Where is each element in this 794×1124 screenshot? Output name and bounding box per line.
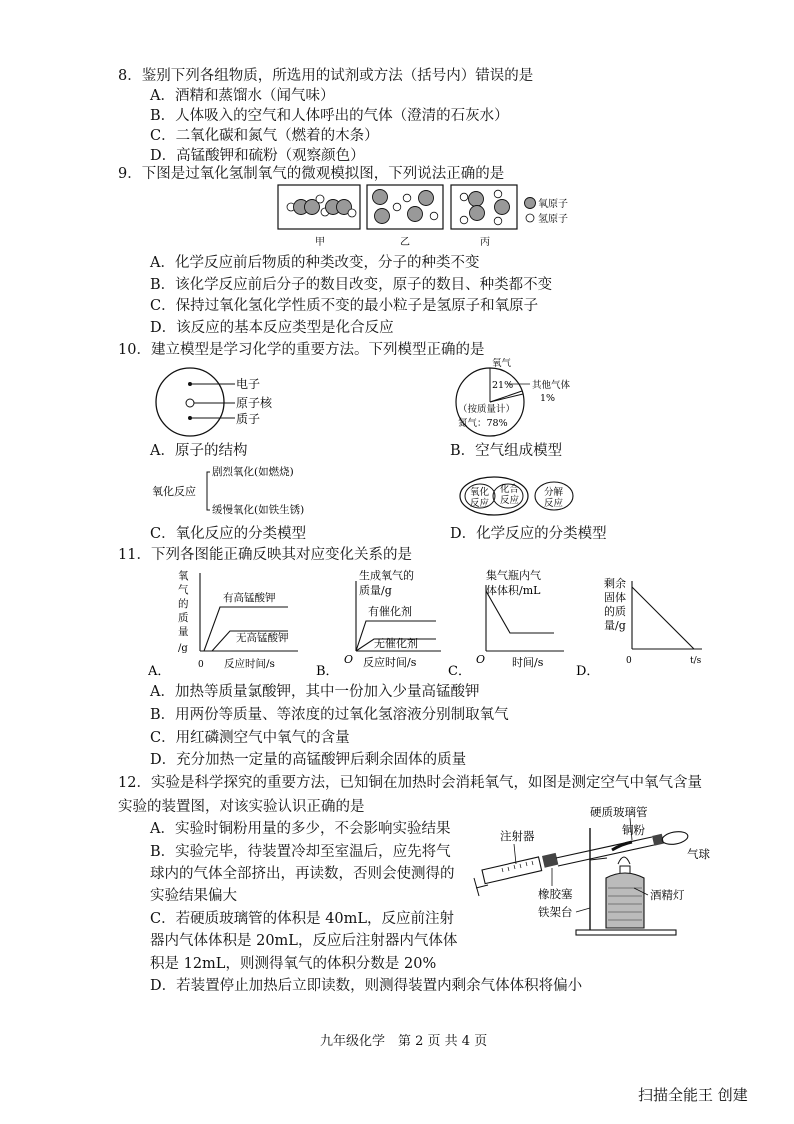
label-copper-powder: 铜粉 [622, 823, 645, 837]
pie-basis: （按质量计） [458, 404, 516, 415]
q11-graph-d [574, 565, 709, 680]
label-iron-stand: 铁架台 [538, 905, 573, 919]
q11-stem: 11．下列各图能正确反映其对应变化关系的是 [118, 547, 412, 563]
g4-ylabel-3: 的质 [604, 605, 626, 618]
g2-origin: O [344, 653, 354, 666]
oxidation-fast: 剧烈氧化(如燃烧) [212, 466, 294, 478]
q12-stem-2: 实验的装置图，对该实验认识正确的是 [118, 799, 365, 815]
reaction-oxidation-2: 反应 [470, 498, 490, 509]
legend-hydrogen-label: 氢原子 [538, 214, 568, 225]
q12-option-b-2: 球内的气体全部挤出，再读数，否则会使测得的 [150, 866, 455, 882]
label-balloon: 气球 [687, 847, 710, 861]
q10-air-pie [448, 358, 598, 448]
g1-ylabel-3: 的 [178, 598, 189, 610]
q9-molecule-diagram [270, 182, 590, 252]
reaction-decomposition: 分解 [544, 487, 564, 498]
panel-yi-label: 乙 [400, 237, 410, 248]
reaction-combination-2: 反应 [500, 495, 520, 506]
q11-option-b: B．用两份等质量、等浓度的过氧化氢溶液分别制取氧气 [150, 707, 509, 723]
q12-apparatus-diagram [472, 800, 722, 945]
pie-o2-label: 氧气 [492, 358, 512, 369]
q9-option-c: C．保持过氧化氢化学性质不变的最小粒子是氢原子和氧原子 [150, 298, 539, 314]
label-glass-tube: 硬质玻璃管 [590, 805, 648, 819]
q10-caption-a: A．原子的结构 [150, 443, 248, 459]
legend-oxygen-label: 氧原子 [538, 199, 568, 210]
reaction-decomposition-2: 反应 [544, 498, 564, 509]
atom-label-electron: 电子 [236, 377, 261, 391]
q9-option-b: B．该化学反应前后分子的数目改变，原子的数目、种类都不变 [150, 277, 553, 293]
g3-letter: C． [448, 664, 471, 679]
q12-option-a: A．实验时铜粉用量的多少，不会影响实验结果 [150, 821, 451, 837]
q8-option-b: B．人体吸入的空气和人体呼出的气体（澄清的石灰水） [150, 108, 509, 124]
q12-stem-1: 12．实验是科学探究的重要方法，已知铜在加热时会消耗氧气，如图是测定空气中氧气含量 [118, 775, 702, 791]
g3-ylabel-2: 体体积/mL [486, 584, 541, 597]
q10-caption-d: D．化学反应的分类模型 [450, 526, 607, 542]
label-rubber-stopper: 橡胶塞 [538, 887, 573, 901]
g1-ylabel-6: /g [178, 643, 188, 654]
oxidation-slow: 缓慢氧化(如铁生锈) [212, 504, 305, 516]
g4-ylabel-4: 量/g [604, 619, 626, 632]
g2-letter: B． [316, 664, 339, 679]
q12-option-c-1: C．若硬质玻璃管的体积是 40mL，反应前注射 [150, 911, 455, 927]
q10-oxidation-model [150, 460, 350, 522]
q10-caption-b: B．空气组成模型 [450, 443, 563, 459]
page-footer: 九年级化学 第 2 页 共 4 页 [320, 1034, 488, 1049]
q9-option-a: A．化学反应前后物质的种类改变，分子的种类不变 [150, 255, 480, 271]
reaction-oxidation: 氧化 [470, 487, 490, 498]
g4-ylabel-2: 固体 [604, 591, 626, 604]
atom-label-proton: 质子 [236, 412, 261, 426]
g4-origin: 0 [626, 656, 632, 666]
q10-caption-c: C．氧化反应的分类模型 [150, 526, 307, 542]
label-syringe: 注射器 [500, 829, 535, 843]
g2-ylabel-1: 生成氧气的 [359, 569, 414, 582]
q11-graph-a [148, 565, 313, 680]
g2-line-with: 有催化剂 [368, 605, 412, 618]
pie-n2: 氮气：78% [458, 418, 508, 429]
q11-option-c: C．用红磷测空气中氧气的含量 [150, 730, 350, 746]
legend-oxygen-marker [525, 198, 536, 209]
pie-o2-pct: 21% [492, 380, 514, 391]
g1-ylabel-4: 质 [178, 612, 189, 624]
panel-bing-label: 丙 [480, 237, 490, 248]
g3-ylabel-1: 集气瓶内气 [486, 569, 541, 582]
pie-other-pct: 1% [540, 393, 556, 404]
g4-ylabel-1: 剩余 [604, 577, 626, 590]
panel-jia-label: 甲 [315, 237, 325, 248]
q10-reaction-model [458, 474, 578, 522]
g2-xlabel: 反应时间/s [363, 656, 417, 669]
q9-stem: 9．下图是过氧化氢制氧气的微观模拟图，下列说法正确的是 [118, 166, 505, 182]
g1-letter: A． [148, 664, 171, 679]
g3-origin: O [476, 653, 486, 666]
scanner-watermark: 扫描全能王 创建 [638, 1086, 748, 1104]
reaction-combination: 化合 [500, 484, 520, 495]
legend-hydrogen-marker [526, 214, 534, 222]
atom-label-nucleus: 原子核 [236, 396, 273, 410]
q12-option-b-3: 实验结果偏大 [150, 888, 237, 904]
g4-xlabel: t/s [690, 656, 702, 666]
q11-graph-b [316, 565, 466, 680]
g1-ylabel-1: 氧 [178, 570, 189, 582]
q10-atom-model [150, 362, 290, 442]
q11-graph-c [446, 565, 581, 680]
oxidation-root: 氧化反应 [152, 485, 196, 498]
q9-option-d: D．该反应的基本反应类型是化合反应 [150, 320, 394, 336]
q10-stem: 10．建立模型是学习化学的重要方法。下列模型正确的是 [118, 342, 485, 358]
g1-ylabel-5: 量 [178, 626, 189, 638]
pie-other-label: 其他气体 [532, 380, 571, 391]
q8-option-d: D．高锰酸钾和硫粉（观察颜色） [150, 148, 365, 164]
g1-ylabel-2: 气 [178, 584, 189, 596]
g1-origin: 0 [198, 660, 204, 670]
g1-line-without: 无高锰酸钾 [236, 632, 289, 644]
q8-option-a: A．酒精和蒸馏水（闻气味） [150, 88, 335, 104]
g1-line-with: 有高锰酸钾 [223, 592, 276, 604]
g2-line-without: 无催化剂 [374, 637, 418, 650]
q11-option-a: A．加热等质量氯酸钾，其中一份加入少量高锰酸钾 [150, 684, 480, 700]
q12-option-b-1: B．实验完毕，待装置冷却至室温后，应先将气 [150, 844, 451, 860]
q12-option-c-3: 积是 12mL，则测得氧气的体积分数是 20% [150, 956, 437, 972]
g1-xlabel: 反应时间/s [224, 658, 275, 670]
q12-option-d: D．若装置停止加热后立即读数，则测得装置内剩余气体体积将偏小 [150, 978, 583, 994]
q8-option-c: C．二氧化碳和氮气（燃着的木条） [150, 128, 379, 144]
label-alcohol-lamp: 酒精灯 [650, 888, 685, 902]
g4-letter: D． [576, 664, 600, 679]
q8-stem: 8．鉴别下列各组物质，所选用的试剂或方法（括号内）错误的是 [118, 68, 534, 84]
g2-ylabel-2: 质量/g [359, 584, 392, 597]
g3-xlabel: 时间/s [512, 656, 544, 669]
q12-option-c-2: 器内气体体积是 20mL，反应后注射器内气体体 [150, 933, 458, 949]
q11-option-d: D．充分加热一定量的高锰酸钾后剩余固体的质量 [150, 752, 467, 768]
